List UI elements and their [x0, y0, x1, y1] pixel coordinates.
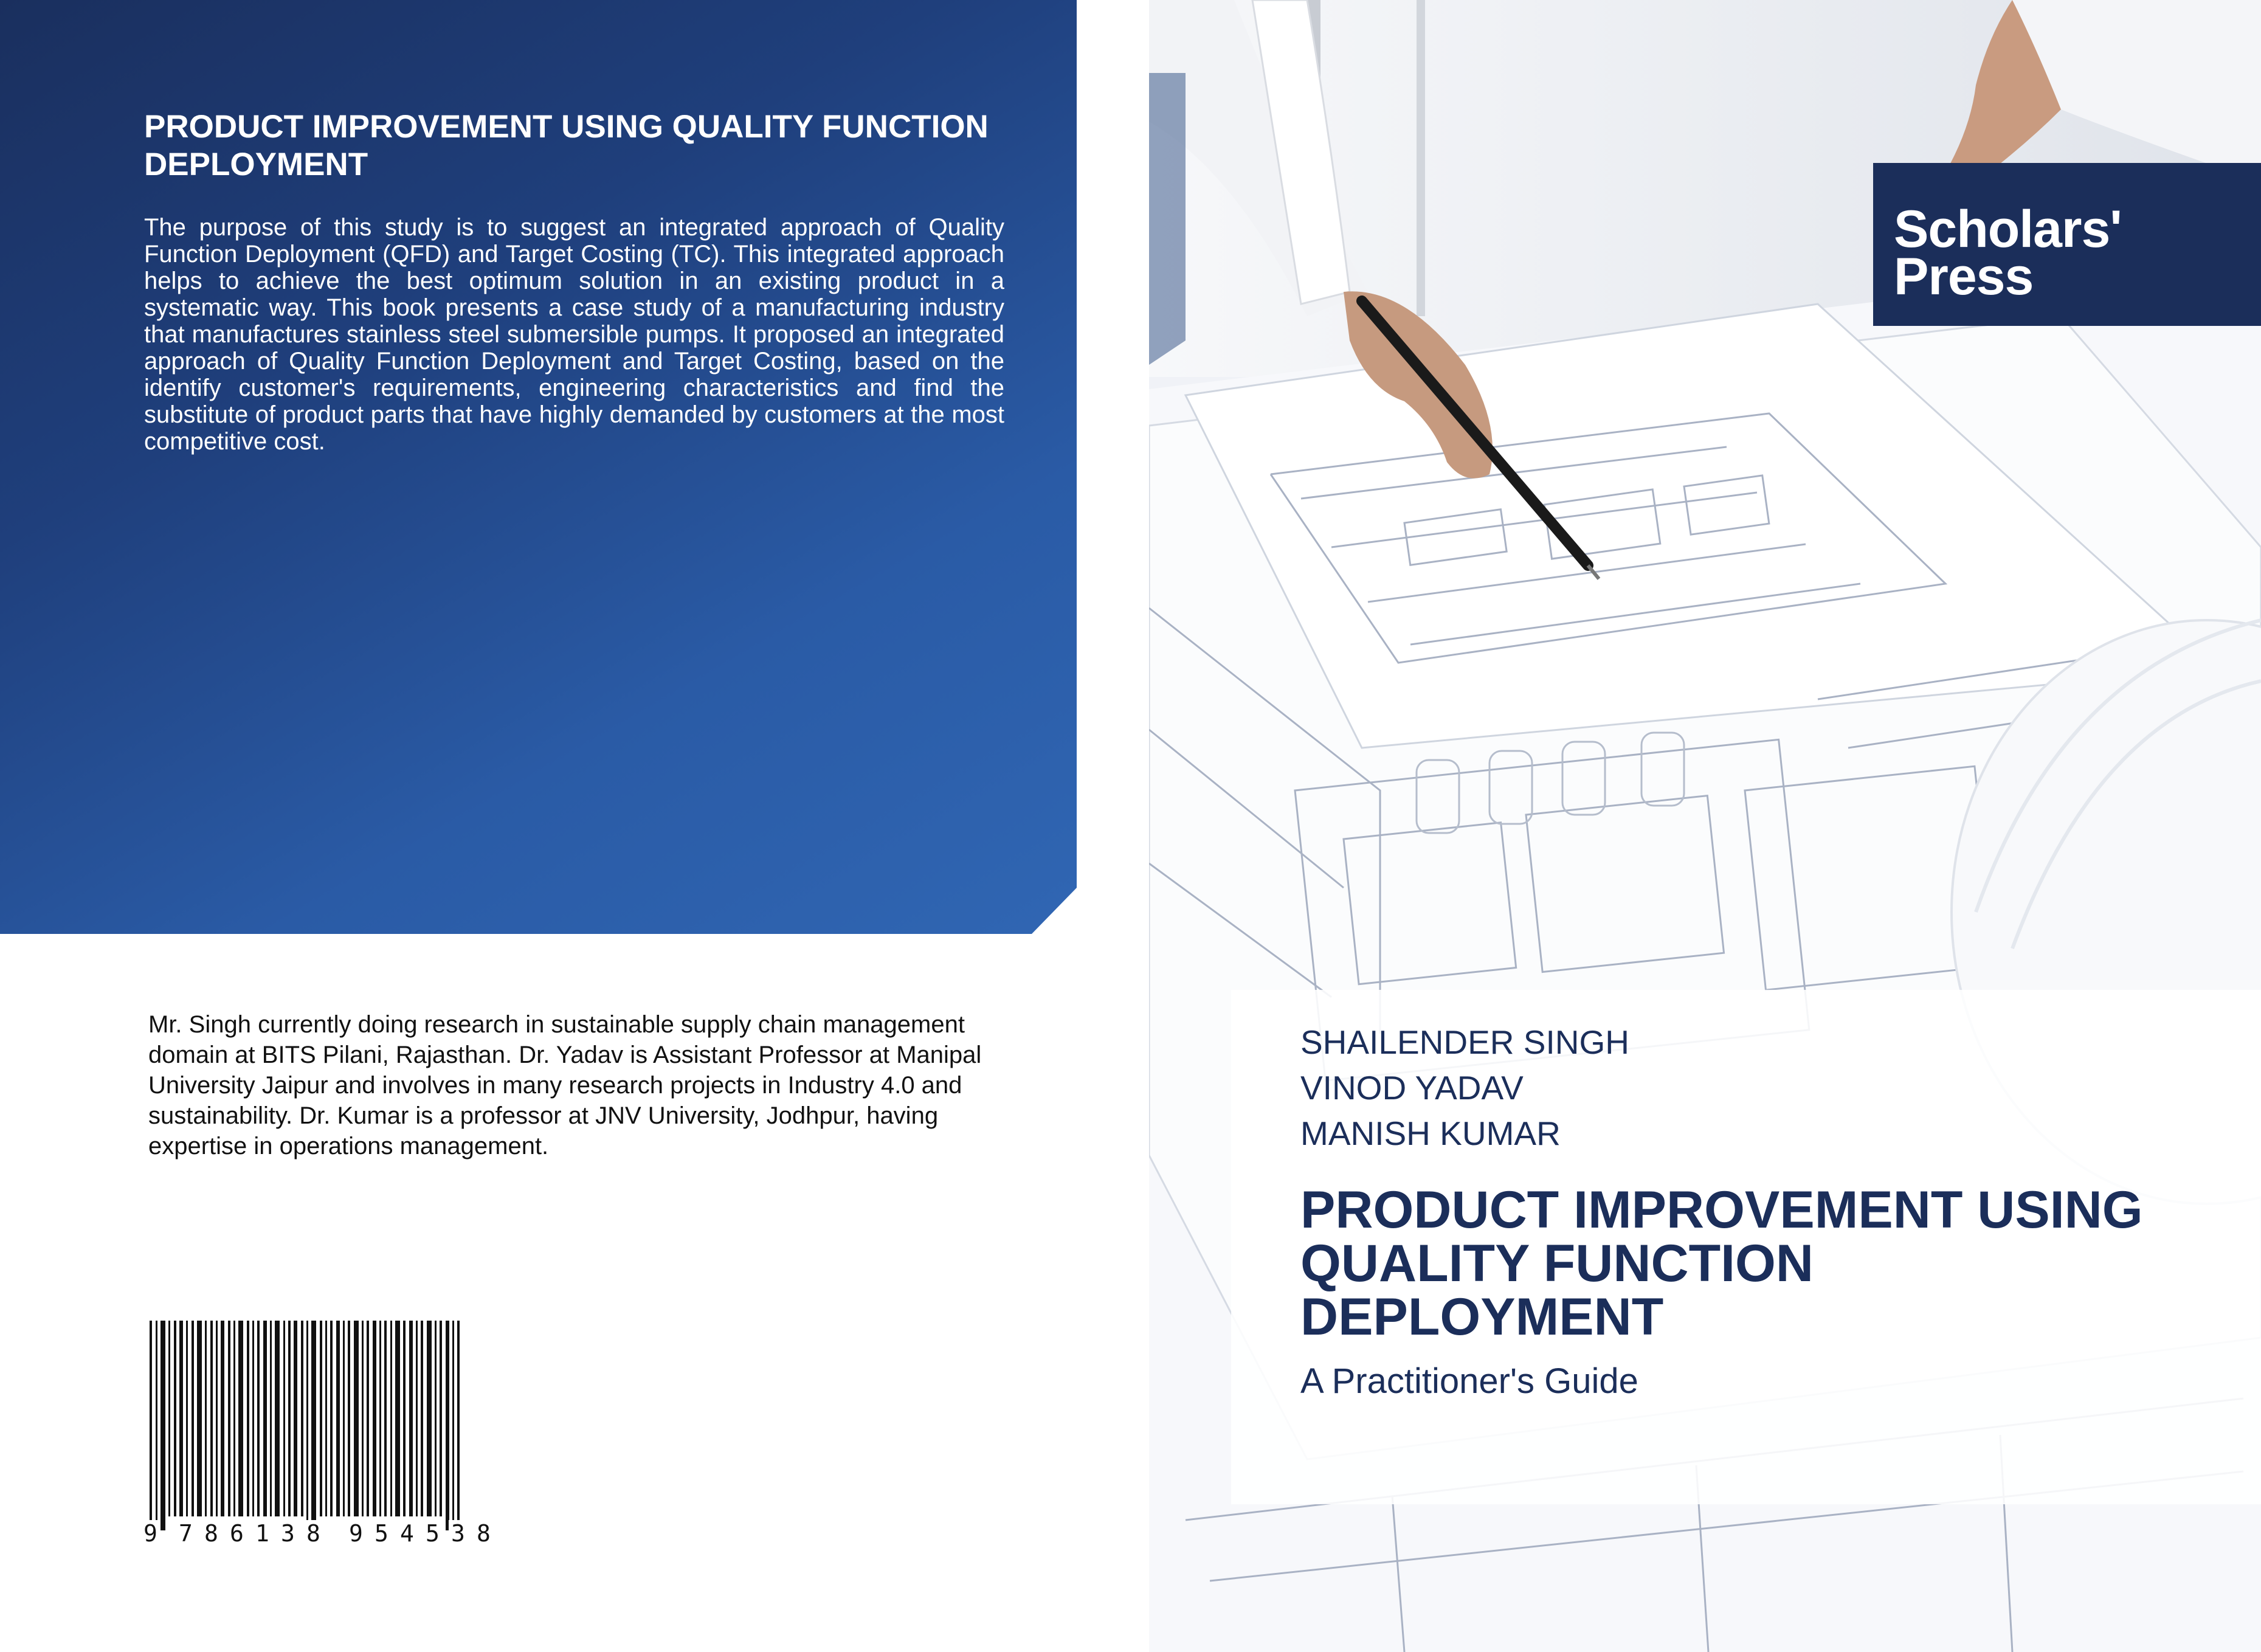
barcode-bar: [395, 1321, 400, 1516]
barcode-bar: [174, 1321, 176, 1516]
publisher-name-line2: Press: [1894, 247, 2034, 306]
barcode-bar: [320, 1321, 322, 1516]
barcode-bar: [233, 1321, 235, 1516]
barcode-bar: [179, 1321, 183, 1516]
barcode-bar: [435, 1321, 437, 1516]
barcode-bar: [257, 1321, 260, 1516]
barcode-bar: [330, 1321, 333, 1516]
front-cover: [1149, 0, 2261, 1652]
barcode-bar: [156, 1321, 157, 1530]
barcode-digit: 7: [176, 1520, 195, 1547]
barcode-bar: [457, 1321, 460, 1530]
publisher-logo: [1873, 163, 2261, 326]
barcode-bar: [210, 1321, 213, 1516]
barcode-bar: [325, 1321, 327, 1516]
barcode-bar: [238, 1321, 243, 1516]
barcode-bar: [336, 1321, 340, 1516]
barcode-bar: [247, 1321, 249, 1516]
barcode-bar: [192, 1321, 194, 1516]
barcode-bar: [221, 1321, 224, 1516]
barcode-bar: [421, 1321, 423, 1516]
barcode-bar: [416, 1321, 418, 1516]
barcode-digit: 9: [347, 1520, 365, 1547]
barcode-bar: [228, 1321, 230, 1516]
barcode-bar: [373, 1321, 376, 1516]
barcode-bar: [306, 1321, 308, 1530]
barcode-bar: [263, 1321, 267, 1516]
barcode-bar: [311, 1321, 316, 1530]
barcode-bar: [403, 1321, 406, 1516]
barcode-bar: [362, 1321, 364, 1516]
barcode-bar: [288, 1321, 291, 1516]
barcode-digit: 8: [304, 1520, 323, 1547]
barcode-digit: 5: [423, 1520, 442, 1547]
barcode-digit: 1: [253, 1520, 272, 1547]
barcode-digit: 6: [227, 1520, 246, 1547]
barcode-bar: [150, 1321, 152, 1530]
barcode-digit: 5: [372, 1520, 391, 1547]
barcode-bar: [379, 1321, 381, 1516]
barcode-bar: [294, 1321, 297, 1516]
barcode-bar: [205, 1321, 207, 1516]
barcode-bars-icon: [146, 1321, 517, 1540]
author-name-1: SHAILENDER SINGH: [1300, 1023, 1629, 1061]
barcode-bar: [390, 1321, 392, 1516]
barcode-bar: [354, 1321, 359, 1516]
isbn-barcode: [143, 1321, 517, 1547]
author-name-2: VINOD YADAV: [1300, 1069, 1524, 1107]
barcode-bar: [252, 1321, 254, 1516]
back-cover-title: PRODUCT IMPROVEMENT USING QUALITY FUNCTION DEPLOYMENT: [144, 109, 989, 182]
back-cover-blurb: The purpose of this study is to suggest an integrated approach of Quality Function Deployment (QFD) and Target Costing (TC). This integrated approach helps to achieve the best optimum solution in an existing product in a systematic way. This book presents a case study of a manufacturing industry that manufactures stainless steel submersible pumps. It proposed an integrated approach of Quality Function Deployment and Target Costing, based on the identify customer's requirements, engineering characteristics and find the substitute of product parts that have highly demanded by customers at the most competitive cost.: [144, 214, 1004, 455]
barcode-bar: [452, 1321, 454, 1530]
author-name-3: MANISH KUMAR: [1300, 1115, 1561, 1152]
barcode-bar: [343, 1321, 345, 1516]
barcode-bar: [168, 1321, 170, 1516]
barcode-bar: [161, 1321, 165, 1530]
barcode-bar: [270, 1321, 272, 1516]
barcode-bar: [367, 1321, 369, 1516]
barcode-digit: 3: [449, 1520, 468, 1547]
barcode-bar: [186, 1321, 188, 1516]
barcode-bar: [409, 1321, 413, 1516]
barcode-digit: 3: [278, 1520, 297, 1547]
barcode-digit: 8: [202, 1520, 221, 1547]
barcode-digit: 9: [141, 1520, 160, 1547]
front-cover-title: PRODUCT IMPROVEMENT USING QUALITY FUNCTION DEPLOYMENT: [1300, 1181, 2143, 1346]
barcode-bar: [348, 1321, 350, 1516]
barcode-digits: [143, 1520, 517, 1547]
publisher-logo-text: [1894, 200, 2137, 306]
barcode-bar: [275, 1321, 280, 1516]
barcode-bar: [197, 1321, 202, 1516]
barcode-digit: 8: [474, 1520, 493, 1547]
barcode-digit: 4: [398, 1520, 416, 1547]
front-cover-subtitle: A Practitioner's Guide: [1300, 1361, 1638, 1401]
publisher-name-line1: Scholars': [1894, 200, 2122, 258]
barcode-bar: [446, 1321, 449, 1530]
barcode-bar: [301, 1321, 303, 1516]
barcode-bar: [283, 1321, 285, 1516]
barcode-bar: [440, 1321, 442, 1516]
barcode-bar: [216, 1321, 218, 1516]
author-bio: Mr. Singh currently doing research in sustainable supply chain management domain at BITS Pilani, Rajasthan. Dr. Yadav is Assistant Professor at Manipal University Jaipur and involves in many research projects in Industry 4.0 and sustainability. Dr. Kumar is a professor at JNV University, Jodhpur, having expertise in operations management.: [148, 1011, 982, 1160]
barcode-bar: [384, 1321, 387, 1516]
barcode-bar: [427, 1321, 432, 1516]
